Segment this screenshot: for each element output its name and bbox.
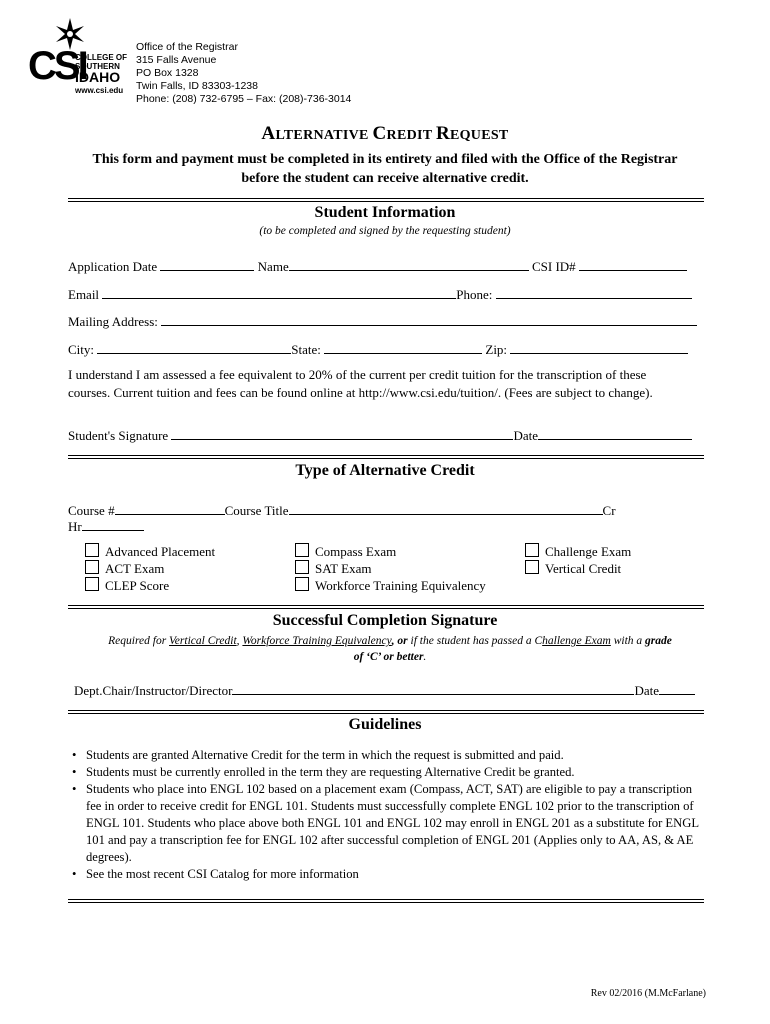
list-item: • See the most recent CSI Catalog for more information	[70, 866, 710, 883]
address-line: PO Box 1328	[136, 67, 199, 79]
fee-statement: I understand I am assessed a fee equivalent to 20% of the current per credit tuition for the transcription of these courses. Current tuition and fees can be found online at http://www.csi.edu/tuition/. (Fees are subject to change).	[68, 367, 653, 400]
form-instructions: This form and payment must be completed in its entirety and filed with the Office of the Registrar before the student can receive alternative credit.	[92, 152, 678, 186]
city-field[interactable]	[97, 341, 291, 354]
form-title: ALTERNATIVE CREDIT REQUEST	[261, 123, 509, 144]
state-field[interactable]	[324, 341, 482, 354]
completion-requirement: Required for Vertical Credit, Workforce Training Equivalency, or if the student has passed a Challenge Exam with a grade of ‘C’ or better.	[108, 635, 672, 663]
divider	[68, 899, 704, 903]
divider	[68, 455, 704, 459]
city-row: City: State: Zip:	[68, 341, 688, 358]
student-signature-field[interactable]	[171, 427, 513, 440]
checkbox-workforce-training[interactable]: Workforce Training Equivalency	[295, 577, 486, 594]
course-row: Course # Course Title Cr	[68, 503, 616, 518]
logo-csi-text: CSI	[28, 44, 86, 88]
checkbox-clep-score[interactable]: CLEP Score	[85, 577, 215, 594]
mailing-address-field[interactable]	[161, 313, 697, 326]
guidelines-list	[70, 747, 710, 883]
address-line: 315 Falls Avenue	[136, 54, 217, 66]
dept-signature-field[interactable]	[232, 682, 634, 695]
student-date-field[interactable]	[538, 427, 692, 440]
registrar-address	[136, 41, 351, 106]
application-row: Application Date Name CSI ID#	[68, 258, 687, 275]
logo-line2: SOUTHERN	[75, 62, 120, 71]
checkbox-advanced-placement[interactable]: Advanced Placement	[85, 543, 215, 560]
student-info-heading: Student Information	[314, 204, 456, 221]
guidelines-heading: Guidelines	[348, 716, 422, 733]
divider	[68, 605, 704, 609]
credit-type-heading: Type of Alternative Credit	[295, 462, 475, 479]
credit-hours-field[interactable]	[82, 518, 144, 531]
csi-id-field[interactable]	[579, 258, 687, 271]
email-field[interactable]	[102, 286, 456, 299]
application-date-field[interactable]	[160, 258, 254, 271]
checkbox-act-exam[interactable]: ACT Exam	[85, 560, 215, 577]
logo-line1: COLLEGE OF	[75, 53, 127, 62]
hours-row: Hr	[68, 518, 144, 535]
completion-heading: Successful Completion Signature	[272, 612, 498, 629]
revision-note: Rev 02/2016 (M.McFarlane)	[590, 988, 706, 999]
checkbox-vertical-credit[interactable]: Vertical Credit	[525, 560, 631, 577]
credit-options-col3	[525, 543, 631, 577]
list-item: • Students are granted Alternative Credit for the term in which the request is submitted and paid.	[70, 747, 710, 764]
credit-options-col2	[295, 543, 486, 594]
checkbox-compass-exam[interactable]: Compass Exam	[295, 543, 486, 560]
csi-logo	[28, 18, 132, 100]
email-row: Email Phone:	[68, 286, 692, 303]
zip-field[interactable]	[510, 341, 688, 354]
phone-field[interactable]	[496, 286, 692, 299]
dept-signature-row: Dept.Chair/Instructor/Director Date	[74, 682, 695, 699]
checkbox-challenge-exam[interactable]: Challenge Exam	[525, 543, 631, 560]
credit-options-col1	[85, 543, 215, 594]
student-signature-row: Student's Signature Date	[68, 427, 692, 444]
address-line: Office of the Registrar	[136, 41, 238, 53]
dept-date-field[interactable]	[659, 682, 695, 695]
address-line: Twin Falls, ID 83303-1238	[136, 80, 258, 92]
divider	[68, 198, 704, 202]
list-item: • Students must be currently enrolled in the term they are requesting Alternative Credit be granted.	[70, 764, 710, 781]
logo-web: www.csi.edu	[75, 86, 124, 95]
divider	[68, 710, 704, 714]
name-field[interactable]	[289, 258, 529, 271]
checkbox-sat-exam[interactable]: SAT Exam	[295, 560, 486, 577]
mailing-row: Mailing Address:	[68, 313, 697, 330]
student-info-note: (to be completed and signed by the requesting student)	[259, 225, 511, 237]
list-item: • Students who place into ENGL 102 based on a placement exam (Compass, ACT, SAT) are eligible to pay a transcription fee in order to receive credit for ENGL 101. Students must successfully complete ENGL 102 prior to the transcription of ENGL 101. Students who place above both ENGL 101 and ENGL 102 may enroll in ENGL 201 as a substitute for ENGL 101 and pay a transcription fee for ENGL 102 after successful completion of ENGL 201 (Applies only to AA, AS, & AE degrees).	[70, 781, 710, 866]
address-line: Phone: (208) 732-6795 – Fax: (208)-736-3014	[136, 93, 352, 105]
course-number-field[interactable]	[115, 502, 225, 515]
logo-line3: IDAHO	[75, 69, 121, 85]
course-title-field[interactable]	[289, 502, 603, 515]
